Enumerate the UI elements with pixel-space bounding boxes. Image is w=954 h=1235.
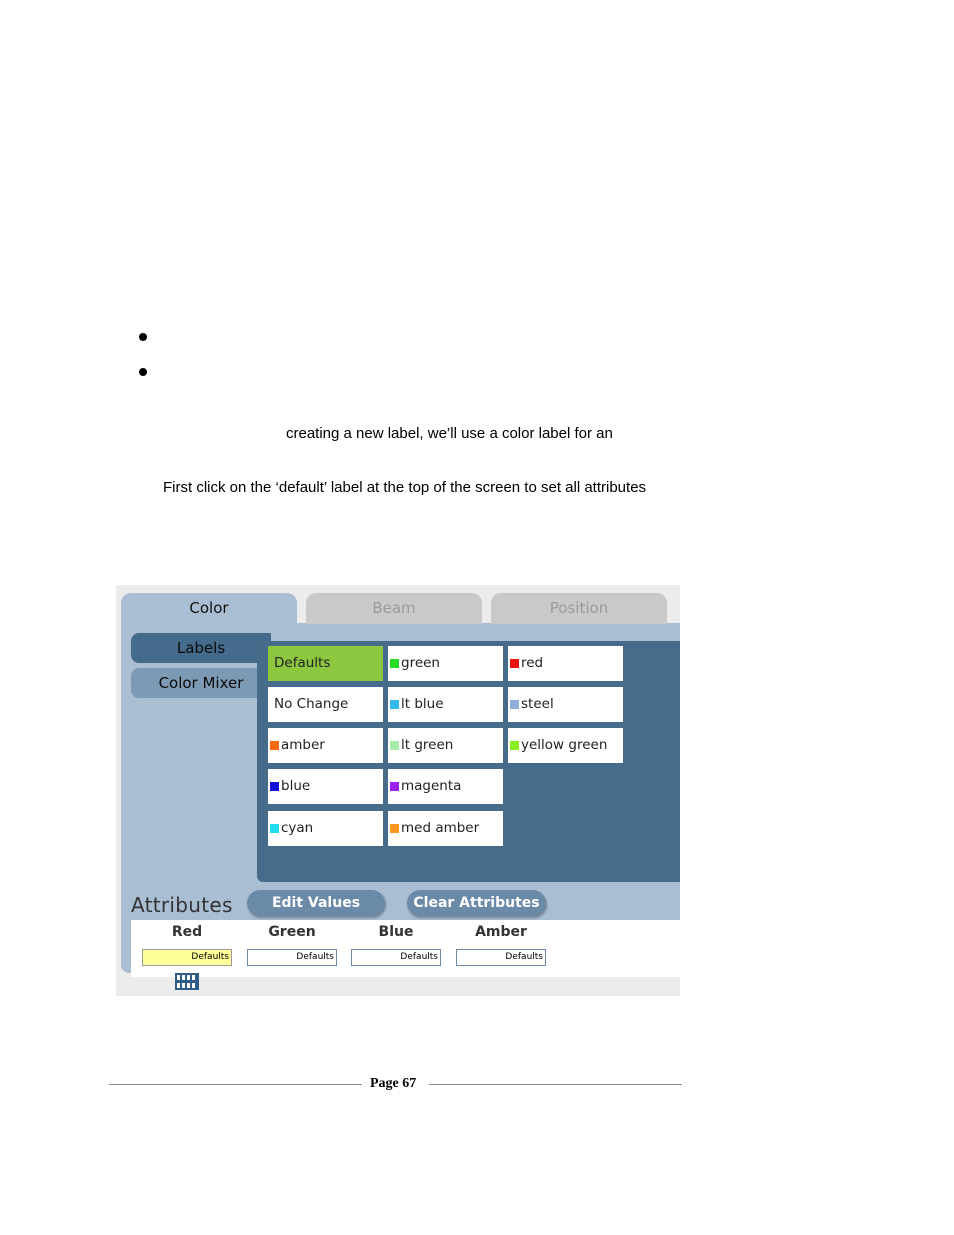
label-amber[interactable] [268,728,383,763]
label-text: lt green [401,737,454,753]
tab-position[interactable]: Position [491,593,667,624]
label-cyan[interactable] [268,811,383,846]
sidebar-item-labels[interactable]: Labels [131,633,271,663]
swatch-steel-icon [510,700,519,709]
label-lt-blue[interactable] [388,687,503,722]
label-text: Defaults [274,655,331,671]
footer-rule-right [429,1084,682,1085]
label-green[interactable] [388,646,503,681]
attributes-panel [131,920,680,977]
label-text: lt blue [401,696,444,712]
footer-rule-left [109,1084,362,1085]
label-text: cyan [281,820,314,836]
label-yellow-green[interactable] [508,728,623,763]
swatch-magenta-icon [390,782,399,791]
swatch-lt-green-icon [390,741,399,750]
tab-beam[interactable]: Beam [306,593,482,624]
swatch-amber-icon [270,741,279,750]
swatch-blue-icon [270,782,279,791]
label-no-change[interactable] [268,687,383,722]
swatch-med-amber-icon [390,824,399,833]
attr-red-value[interactable]: Defaults [142,949,232,966]
color-label-screenshot [116,585,680,996]
attr-amber-header: Amber [475,924,527,940]
label-blue[interactable] [268,769,383,804]
swatch-yellow-green-icon [510,741,519,750]
label-text: med amber [401,820,480,836]
attr-blue-value[interactable]: Defaults [351,949,441,966]
label-text: magenta [401,778,462,794]
label-text: amber [281,737,325,753]
attr-red-header: Red [171,924,203,940]
sidebar-item-color-mixer[interactable]: Color Mixer [131,668,271,698]
label-text: red [521,655,544,671]
attr-green-value[interactable]: Defaults [247,949,337,966]
swatch-green-icon [390,659,399,668]
label-steel[interactable] [508,687,623,722]
label-text: No Change [274,696,349,712]
label-text: yellow green [521,737,608,753]
swatch-lt-blue-icon [390,700,399,709]
label-text: green [401,655,440,671]
clear-attributes-button[interactable]: Clear Attributes [407,890,546,916]
edit-values-button[interactable]: Edit Values [247,890,385,916]
bullet-2 [139,368,147,376]
attributes-heading: Attributes [131,893,233,917]
attr-amber-value[interactable]: Defaults [456,949,546,966]
doc-line-1: creating a new label, we’ll use a color label for an [286,425,613,442]
label-defaults[interactable] [268,646,383,681]
label-med-amber[interactable] [388,811,503,846]
swatch-red-icon [510,659,519,668]
swatch-cyan-icon [270,824,279,833]
label-red[interactable] [508,646,623,681]
label-lt-green[interactable] [388,728,503,763]
attr-green-header: Green [268,924,316,940]
bullet-1 [139,333,147,341]
label-magenta[interactable] [388,769,503,804]
label-text: steel [521,696,554,712]
grid-icon[interactable] [175,973,199,990]
doc-line-2: First click on the ‘default’ label at the top of the screen to set all attributes [163,479,647,496]
tab-color[interactable]: Color [121,593,297,624]
label-text: blue [281,778,311,794]
page-number: Page 67 [370,1076,417,1091]
attr-blue-header: Blue [378,924,414,940]
